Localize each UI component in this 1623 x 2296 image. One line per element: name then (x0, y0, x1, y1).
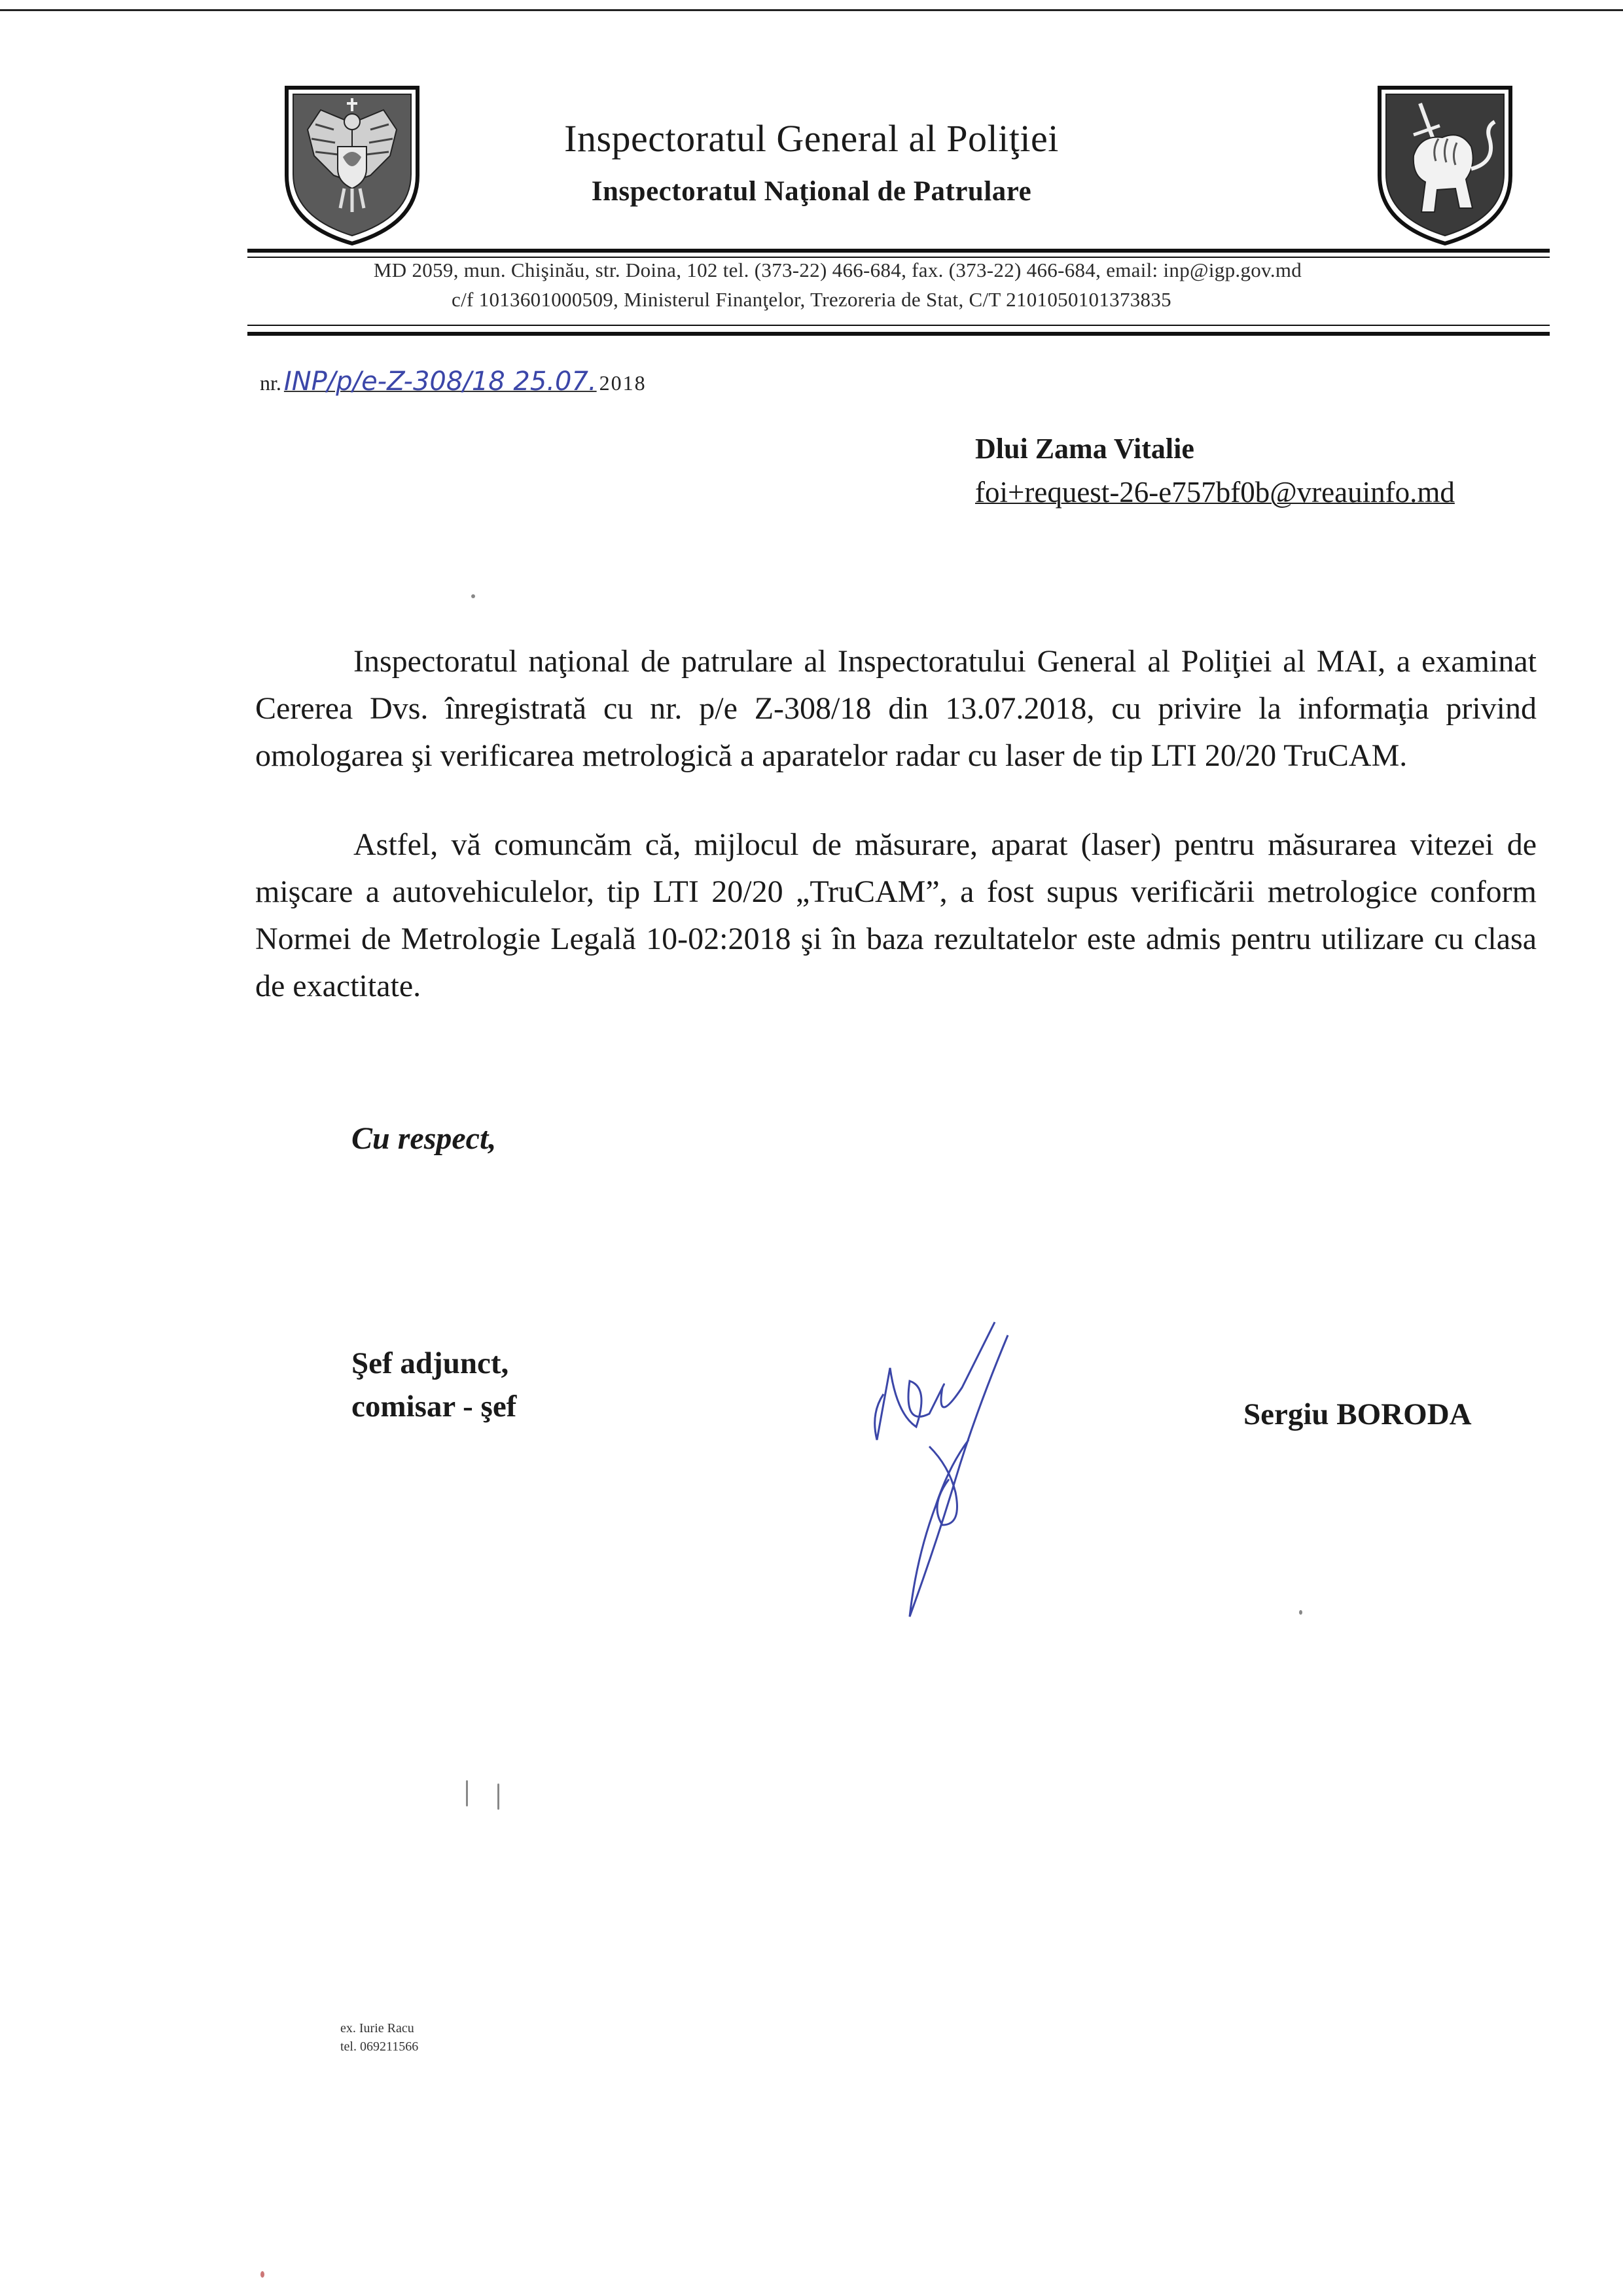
reference-year: 2018 (599, 371, 647, 395)
recipient-name: Dlui Zama Vitalie (975, 433, 1194, 465)
header-rule-thin (247, 257, 1550, 258)
header-rule-thick (247, 249, 1550, 253)
signatory-name: Sergiu BORODA (1243, 1397, 1472, 1431)
scan-speck (471, 594, 475, 598)
address-line-1: MD 2059, mun. Chişinău, str. Doina, 102 tel. (373-22) 466-684, fax. (373-22) 466-684, email: inp@igp.gov.md (373, 259, 1302, 281)
closing-salutation: Cu respect, (351, 1121, 497, 1156)
executor-name: ex. Iurie Racu (340, 2021, 414, 2036)
police-lion-icon (1374, 84, 1516, 247)
scan-speck (1299, 1610, 1302, 1615)
reference-prefix: nr. (260, 371, 281, 395)
reference-number (260, 367, 647, 397)
scan-speck (260, 2271, 264, 2278)
signatory-title (351, 1342, 516, 1428)
reference-handwritten: INP/p/e-Z-308/18 25.07. (283, 367, 597, 397)
institution-subtitle: Inspectoratul Naţional de Patrulare (591, 176, 1032, 207)
recipient-email[interactable]: foi+request-26-e757bf0b@vreauinfo.md (975, 476, 1455, 509)
address-line-2: c/f 1013601000509, Ministerul Finanţelor, Trezoreria de Stat, C/T 2101050101373835 (452, 288, 1171, 311)
page-top-border (0, 9, 1623, 11)
executor-phone: tel. 069211566 (340, 2039, 419, 2054)
handwritten-signature (844, 1309, 1034, 1623)
executor-info (340, 2019, 418, 2056)
signatory-title-line-1: Şef adjunct, (351, 1346, 509, 1380)
body-paragraph-2: Astfel, vă comuncăm că, mijlocul de măsurare, aparat (laser) pentru măsurarea vitezei de mişcare a autovehiculelor, tip LTI 20/20 „TruCAM”, a fost supus verificării metrologice conform Normei de Metrologie Legală 10-02:2018 şi în baza rezultatelor este admis pentru utilizare cu clasa de exactitate. (255, 827, 1537, 1003)
body-paragraph-1: Inspectoratul naţional de patrulare al Inspectoratului General al Poliţiei al MAI, a examinat Cererea Dvs. înregistrată cu nr. p/e Z-308/18 din 13.07.2018, cu privire la informaţia privind omologarea şi verificarea metrologică a aparatelor radar cu laser de tip LTI 20/20 TruCAM. (255, 644, 1537, 773)
footer-rule-thick (247, 332, 1550, 336)
scan-speck (497, 1784, 499, 1810)
moldova-coat-of-arms-icon (281, 84, 423, 247)
scan-speck (466, 1780, 468, 1806)
institution-title: Inspectoratul General al Poliţiei (564, 117, 1059, 160)
signatory-title-line-2: comisar - şef (351, 1390, 517, 1424)
footer-rule-thin (247, 325, 1550, 326)
